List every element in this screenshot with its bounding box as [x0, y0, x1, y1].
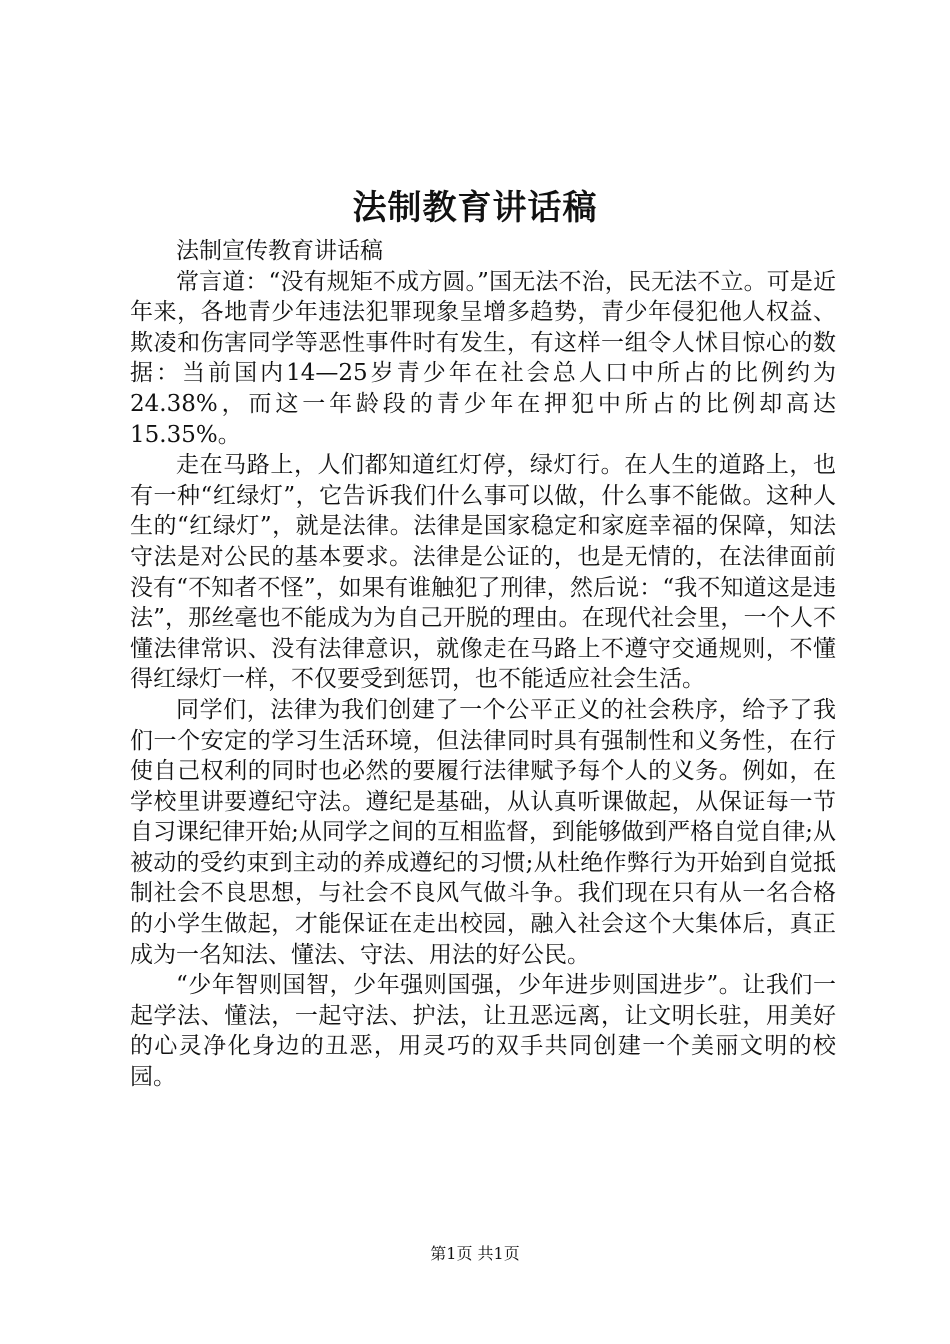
body-paragraph: 走在马路上，人们都知道红灯停，绿灯行。在人生的道路上，也有一种“红绿灯”，它告诉我们什么事可以做，什么事不能做。这种人生的“红绿灯”，就是法律。法律是国家稳定和家庭幸福的保障，知法守法是对公民的基本要求。法律是公证的，也是无情的，在法律面前没有“不知者不怪”，如果有谁触犯了刑律，然后说：“我不知道这是违法”，那丝毫也不能成为为自己开脱的理由。在现代社会里，一个人不懂法律常识、没有法律意识，就像走在马路上不遵守交通规则，不懂得红绿灯一样，不仅要受到惩罚，也不能适应社会生活。 — [130, 452, 836, 693]
document-body — [130, 236, 836, 1093]
body-paragraph: “少年智则国智，少年强则国强，少年进步则国进步”。让我们一起学法、懂法，一起守法、护法，让丑恶远离，让文明长驻，用美好的心灵净化身边的丑恶，用灵巧的双手共同创建一个美丽文明的校园。 — [130, 972, 836, 1091]
body-paragraph: 常言道：“没有规矩不成方圆。”国无法不治，民无法不立。可是近年来，各地青少年违法犯罪现象呈增多趋势，青少年侵犯他人权益、欺凌和伤害同学等恶性事件时有发生，有这样一组令人怵目惊心的数据：当前国内14—25岁青少年在社会总人口中所占的比例约为24.38%，而这一年龄段的青少年在押犯中所占的比例却高达15.35%。 — [130, 268, 836, 448]
body-paragraph: 同学们，法律为我们创建了一个公平正义的社会秩序，给予了我们一个安定的学习生活环境，但法律同时具有强制性和义务性，在行使自己权利的同时也必然的要履行法律赋予每个人的义务。例如，在学校里讲要遵纪守法。遵纪是基础，从认真听课做起，从保证每一节自习课纪律开始;从同学之间的互相监督，到能够做到严格自觉自律;从被动的受约束到主动的养成遵纪的习惯;从杜绝作弊行为开始到自觉抵制社会不良思想，与社会不良风气做斗争。我们现在只有从一名合格的小学生做起，才能保证在走出校园，融入社会这个大集体后，真正成为一名知法、懂法、守法、用法的好公民。 — [130, 696, 836, 968]
subtitle-paragraph: 法制宣传教育讲话稿 — [176, 238, 383, 264]
page-footer: 第1页 共1页 — [430, 1244, 520, 1263]
document-title: 法制教育讲话稿 — [352, 188, 598, 228]
